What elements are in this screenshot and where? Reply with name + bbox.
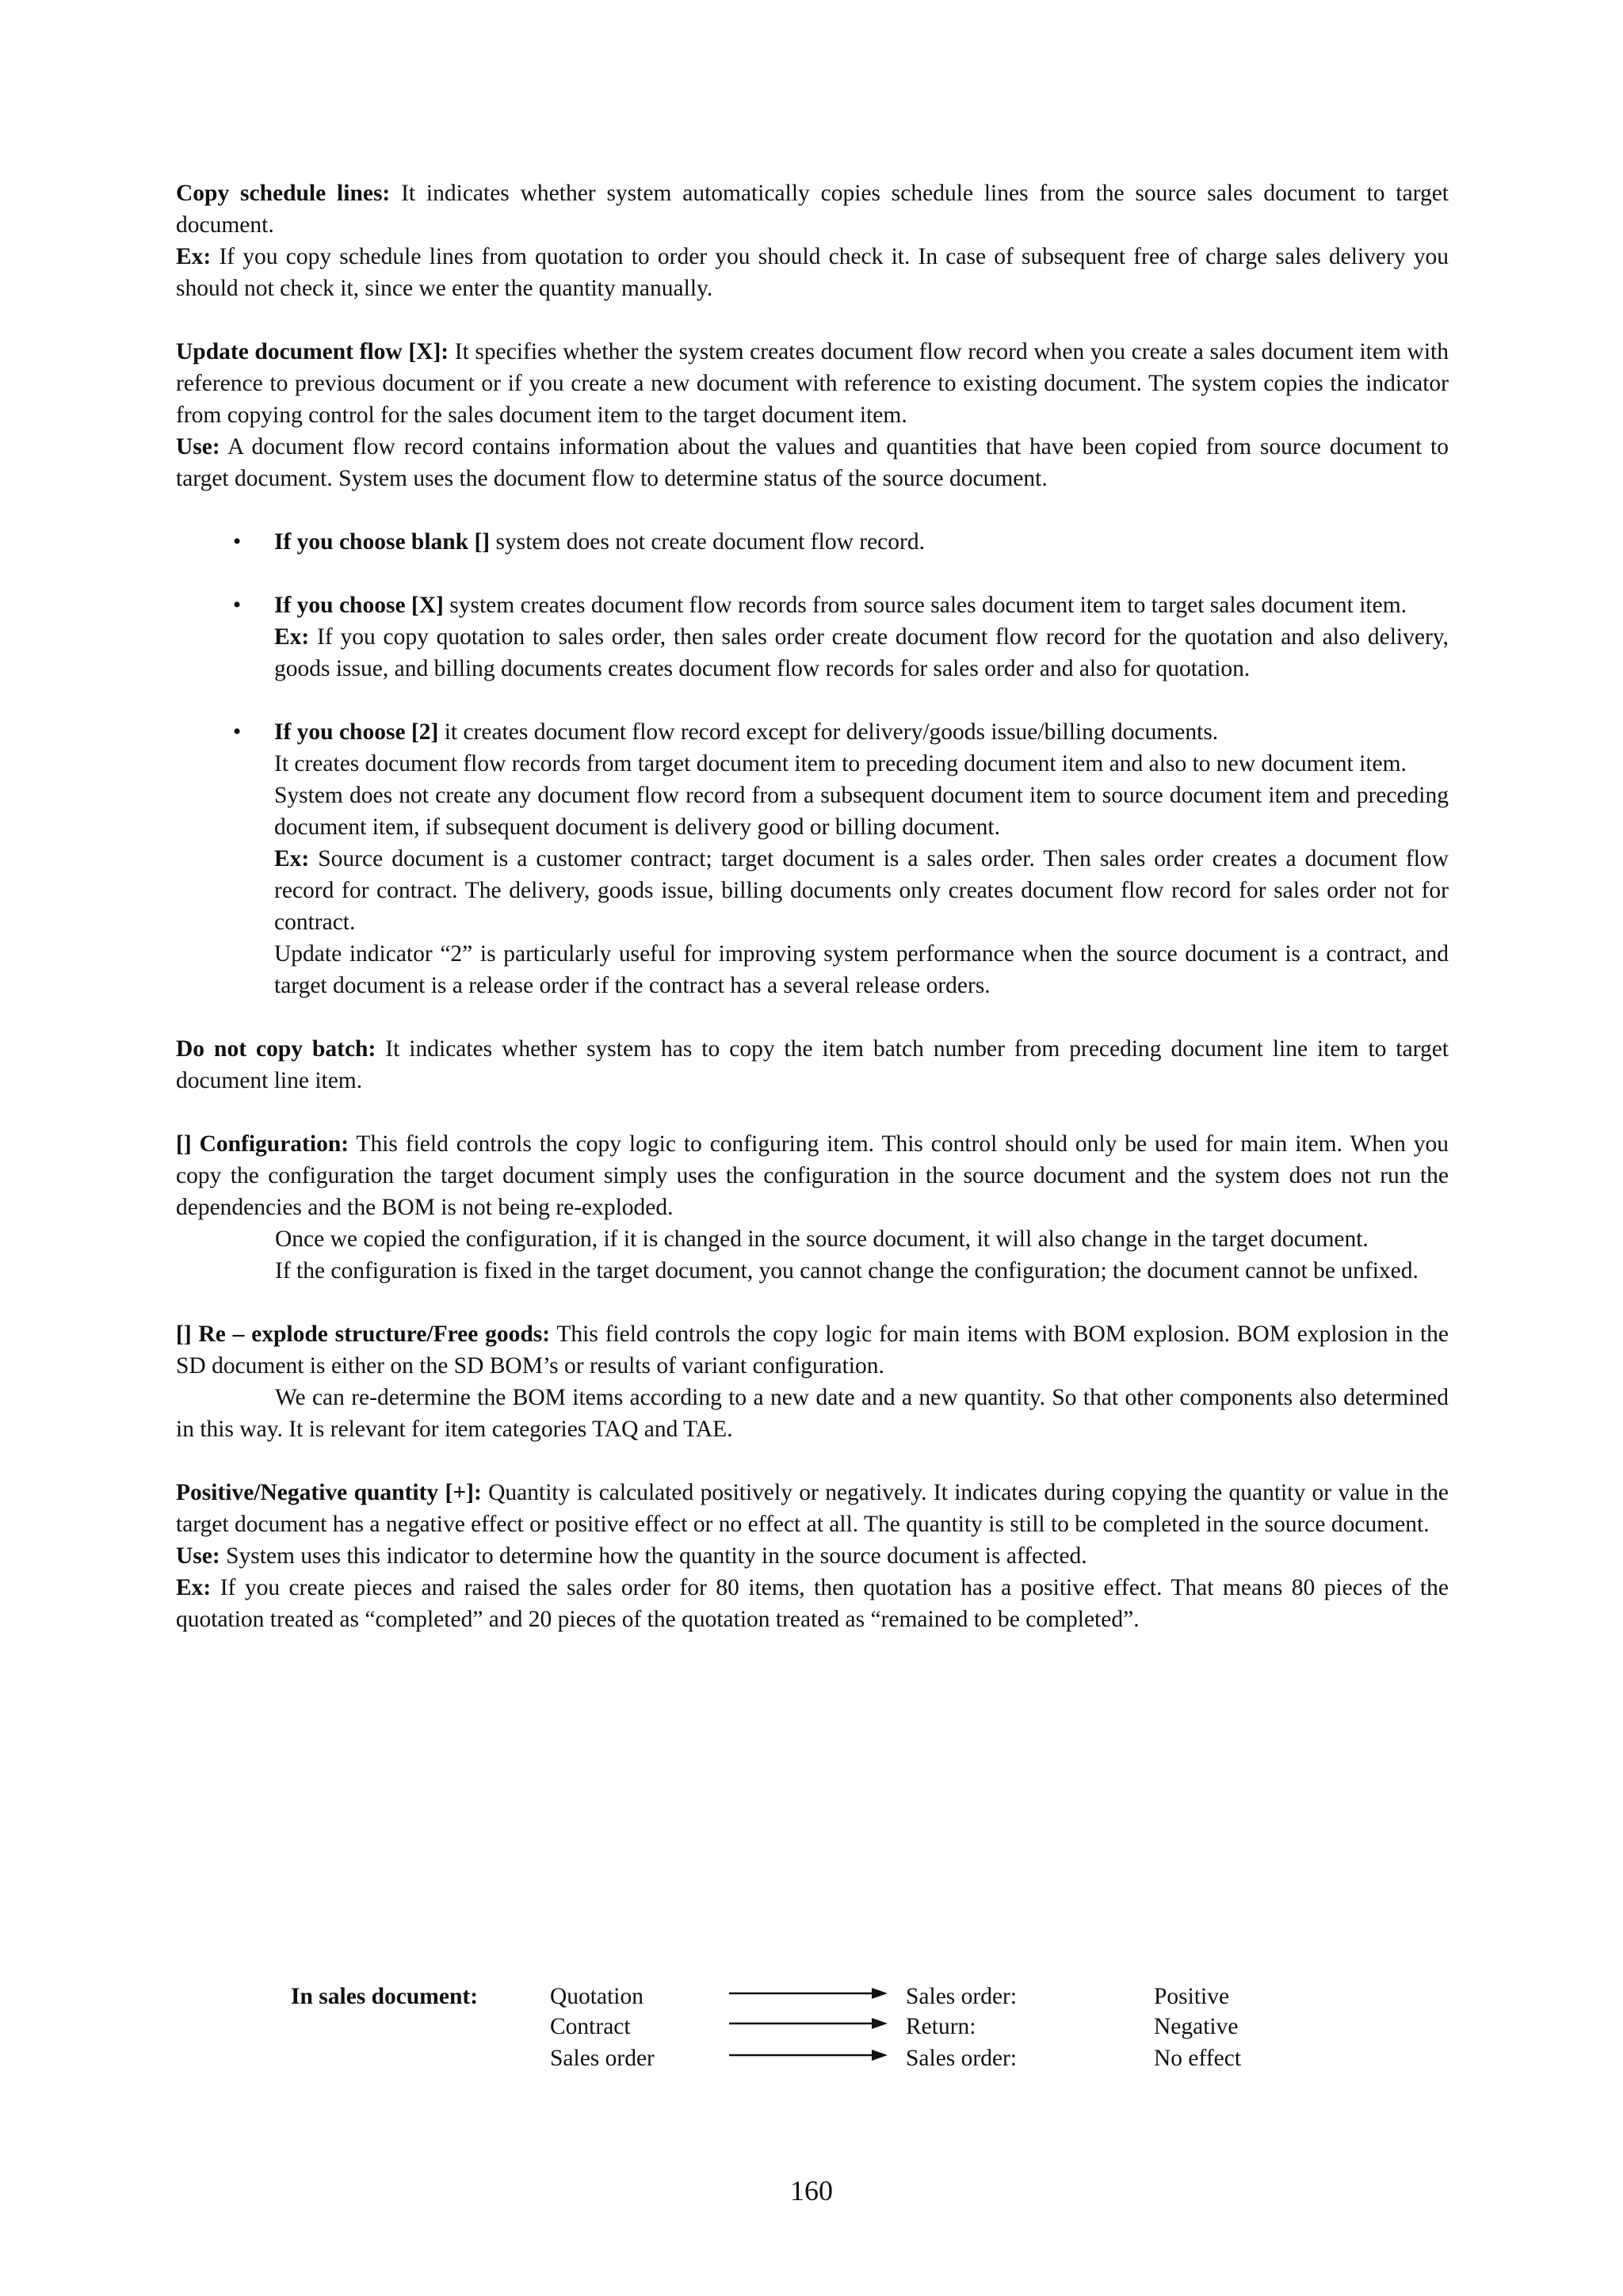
bullet-icon: •	[232, 719, 242, 745]
configuration-detail: If the configuration is fixed in the target document, you cannot change the configuration; the document cannot be unfixed.	[275, 1258, 1419, 1283]
reexplode-paragraph	[176, 1318, 1449, 1382]
summary-row	[0, 2011, 1623, 2042]
use-text: System uses this indicator to determine how the quantity in the source document is affected.	[220, 1543, 1087, 1569]
source-document: Contract	[550, 2014, 631, 2039]
update-flow-options	[176, 526, 1449, 1001]
option-label: If you choose [2]	[274, 719, 439, 745]
posneg-label: Positive/Negative quantity [+]:	[176, 1480, 482, 1505]
summary-row	[0, 2042, 1623, 2074]
use-label: Use:	[176, 1543, 220, 1569]
quantity-effect: Positive	[1154, 1984, 1230, 2009]
configuration-paragraph	[176, 1128, 1449, 1223]
copy-schedule-text: It indicates whether system automatically copies schedule lines from the source sales document to target document.	[176, 181, 1449, 238]
option-two-detail: It creates document flow records from target document item to preceding document item and also to new document item.	[274, 751, 1407, 776]
option-label: If you choose [X]	[274, 593, 444, 618]
quantity-effect: Negative	[1154, 2014, 1239, 2039]
posneg-paragraph	[176, 1477, 1449, 1540]
copy-schedule-example	[176, 241, 1449, 304]
posneg-example	[176, 1572, 1449, 1635]
posneg-use	[176, 1540, 1449, 1572]
source-document: Sales order	[550, 2046, 655, 2071]
example-label: Ex:	[274, 624, 310, 650]
sales-document-summary	[0, 1981, 1623, 2084]
reexplode-label: [] Re – explode structure/Free goods:	[176, 1322, 551, 1347]
copy-schedule-paragraph	[176, 177, 1449, 241]
option-text: system creates document flow records from source sales document item to target sales document item.	[443, 593, 1407, 618]
option-text: system does not create document flow record.	[490, 529, 925, 555]
update-flow-use	[176, 431, 1449, 494]
page-number: 160	[790, 2175, 833, 2206]
summary-label: In sales document:	[291, 1984, 479, 2009]
option-label: If you choose blank []	[274, 529, 491, 555]
arrow-icon	[729, 1985, 888, 2001]
batch-text: It indicates whether system has to copy the item batch number from preceding document line item to target document line item.	[176, 1036, 1449, 1093]
example-label: Ex:	[274, 846, 310, 871]
posneg-text: Quantity is calculated positively or negatively. It indicates during copying the quantity or value in the target document has a negative effect or positive effect or no effect at all. The quantity is still to be completed in the source document.	[176, 1480, 1449, 1537]
bullet-icon: •	[232, 529, 242, 555]
update-flow-paragraph	[176, 336, 1449, 431]
example-text: If you copy schedule lines from quotation to order you should check it. In case of subsequent free of charge sales delivery you should not check it, since we enter the quantity manually.	[176, 244, 1449, 301]
update-flow-label: Update document flow [X]:	[176, 339, 449, 364]
option-text: it creates document flow record except for delivery/goods issue/billing documents.	[438, 719, 1219, 745]
list-item	[176, 526, 1449, 558]
option-two-detail: System does not create any document flow record from a subsequent document item to source document item and preceding document item, if subsequent document is delivery good or billing document.	[274, 783, 1449, 840]
reexplode-text: This field controls the copy logic for main items with BOM explosion. BOM explosion in the SD document is either on the SD BOM’s or results of variant configuration.	[176, 1322, 1449, 1379]
example-text: If you create pieces and raised the sales order for 80 items, then quotation has a positive effect. That means 80 pieces of the quotation treated as “completed” and 20 pieces of the quotation treated as “remained to be completed”.	[176, 1575, 1449, 1632]
copy-schedule-label: Copy schedule lines:	[176, 181, 391, 206]
target-document: Return:	[906, 2014, 976, 2039]
arrow-icon	[729, 2047, 888, 2063]
target-document: Sales order:	[906, 2046, 1018, 2071]
target-document: Sales order:	[906, 1984, 1018, 2009]
example-label: Ex:	[176, 244, 212, 269]
source-document: Quotation	[550, 1984, 643, 2009]
batch-paragraph	[176, 1033, 1449, 1097]
use-text: A document flow record contains information about the values and quantities that have been copied from source document to target document. System uses the document flow to determine status of the source document.	[176, 434, 1449, 491]
example-text: If you copy quotation to sales order, then sales order create document flow record for the quotation and also delivery, goods issue, and billing documents creates document flow records for sales order and also for quotation.	[274, 624, 1449, 681]
configuration-label: [] Configuration:	[176, 1131, 349, 1157]
list-item	[176, 589, 1449, 685]
quantity-effect: No effect	[1154, 2046, 1242, 2071]
example-label: Ex:	[176, 1575, 212, 1600]
option-two	[274, 716, 1449, 748]
configuration-text: This field controls the copy logic to configuring item. This control should only be used for main item. When you copy the configuration the target document simply uses the configuration in the source document and the system does not run the dependencies and the BOM is not being re-exploded.	[176, 1131, 1449, 1220]
list-item	[176, 716, 1449, 1001]
arrow-icon	[729, 2016, 888, 2031]
batch-label: Do not copy batch:	[176, 1036, 376, 1062]
option-blank	[274, 526, 1449, 558]
option-x-example	[274, 621, 1449, 685]
example-text: Source document is a customer contract; target document is a sales order. Then sales order creates a document flow record for contract. The delivery, goods issue, billing documents only creates document flow record for sales order not for contract.	[274, 846, 1449, 935]
option-x	[274, 589, 1449, 621]
configuration-detail: Once we copied the configuration, if it is changed in the source document, it will also change in the target document.	[275, 1226, 1369, 1252]
reexplode-detail: We can re-determine the BOM items according to a new date and a new quantity. So that other components also determined in this way. It is relevant for item categories TAQ and TAE.	[176, 1385, 1449, 1442]
option-two-detail: Update indicator “2” is particularly useful for improving system performance when the source document is a contract, and target document is a release order if the contract has a several release orders.	[274, 941, 1449, 998]
summary-row	[0, 1981, 1623, 2012]
use-label: Use:	[176, 434, 220, 460]
option-two-example	[274, 843, 1449, 938]
update-flow-text: It specifies whether the system creates document flow record when you create a sales document item with reference to previous document or if you create a new document with reference to existing document. The system copies the indicator from copying control for the sales document item to the target document item.	[176, 339, 1449, 428]
bullet-icon: •	[232, 593, 242, 618]
page-content	[176, 177, 1449, 1635]
